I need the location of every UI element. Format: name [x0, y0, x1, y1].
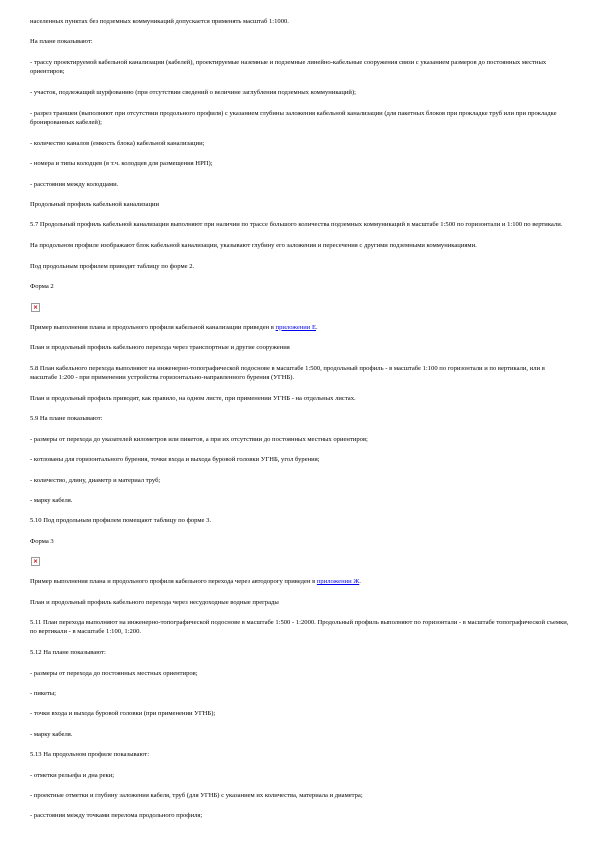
list-item-pit-section: - участок, подлежащий шурфованию (при отсутствии сведений о величине заглубления подземных коммуникаций);	[30, 89, 356, 97]
example-zh-text: Пример выполнения плана и продольного профиля кабельного перехода через автодорогу приведен в	[30, 578, 317, 586]
example-e-end: .	[316, 323, 318, 331]
paragraph-5-7: 5.7 Продольный профиль кабельной канализации выполняют при наличии по трассе большого количества подземных коммуникаций в масштабе 1:500 по горизонтали и 1:100 по вертикали.	[30, 221, 563, 229]
paragraph-5-12: 5.12 На плане показывают:	[30, 649, 106, 657]
section-heading-transport-crossing: План и продольный профиль кабельного перехода через транспортные и другие сооружения	[30, 344, 290, 352]
list-item-distances-to-markers: - размеры от перехода до указателей километров или пикетов, а при их отсутствии до постоянных местных ориентиров;	[30, 435, 368, 443]
list-item-trench-section: - разрез траншеи (выполняют при отсутствии продольного профиля) с указанием глубины заложения кабельной канализации (для пакетных блоков при прокладке труб или при прокладке бронированных кабелей);	[30, 109, 557, 127]
paragraph-plan-shows-heading: На плане показывают:	[30, 38, 93, 46]
document-body	[30, 17, 572, 832]
list-item-pickets: - пикеты;	[30, 690, 57, 698]
section-heading-water-crossing: План и продольный профиль кабельного перехода через несудоходные водные преграды	[30, 598, 279, 606]
paragraph-example-appendix-e	[30, 323, 572, 333]
paragraph-profile-content: На продольном профиле изображают блок кабельной канализации, указывают глубину его заложения и пересечения с другими подземными коммуникациями.	[30, 242, 477, 250]
broken-image-icon	[31, 557, 40, 566]
example-zh-end: .	[359, 578, 361, 586]
paragraph-form-2-ref: Под продольным профилем приводят таблицу по форме 2.	[30, 263, 195, 271]
paragraph-5-11: 5.11 План перехода выполняют на инженерно-топографической подоснове в масштабе 1:500 - 1:2000. Продольный профиль выполняют по горизонтали - в масштабе топографической съемки, по вертикали - в масштабе 1:100, 1:200.	[30, 618, 569, 636]
list-item-relief-marks: - отметки рельефа и дна реки;	[30, 771, 115, 779]
appendix-zh-link[interactable]: приложении Ж	[316, 578, 360, 586]
list-item-design-marks: - проектные отметки и глубину заложения кабеля, труб (для УГНБ) с указанием их количества, материала и диаметра;	[30, 792, 363, 799]
section-heading-longitudinal-profile: Продольный профиль кабельной канализации	[30, 201, 160, 209]
paragraph-scale-note: населенных пунктах без подземных коммуникаций допускается применять масштаб 1:1000.	[30, 18, 289, 25]
list-item-route: - трассу проектируемой кабельной канализации (кабелей), проектируемые наземные и подземные линейно-кабельные сооружения связи с указанием размеров до постоянных местных ориентиров;	[30, 58, 547, 76]
example-e-text: Пример выполнения плана и продольного профиля кабельной канализации приведен в	[30, 323, 276, 331]
red-x-icon: ×	[32, 303, 39, 311]
paragraph-5-13: 5.13 На продольном профиле показывают:	[30, 751, 150, 759]
list-item-duct-count: - количество каналов (емкость блока) кабельной канализации;	[30, 139, 205, 147]
red-x-icon: ×	[32, 558, 39, 566]
list-item-distances-to-landmarks: - размеры от перехода до постоянных местных ориентиров;	[30, 669, 198, 677]
broken-image-icon	[31, 303, 40, 312]
list-item-pipes: - количество, длину, диаметр и материал труб;	[30, 476, 161, 484]
list-item-cable-brand: - марку кабеля.	[30, 496, 73, 504]
paragraph-5-10: 5.10 Под продольным профилем помещают таблицу по форме 3.	[30, 517, 212, 525]
form-3-label: Форма 3	[30, 537, 54, 545]
list-item-cable-brand-2: - марку кабеля.	[30, 730, 73, 738]
paragraph-5-9: 5.9 На плане показывают:	[30, 415, 103, 423]
list-item-break-point-distances: - расстояния между точками перелома продольного профиля;	[30, 812, 203, 820]
list-item-drilling-pits: - котлованы для горизонтального бурения, точки входа и выхода буровой головки УГНБ, угол бурения;	[30, 456, 320, 464]
form-2-label: Форма 2	[30, 283, 54, 291]
paragraph-example-appendix-zh	[30, 577, 572, 587]
list-item-manhole-distances: - расстояния между колодцами.	[30, 180, 119, 188]
paragraph-5-8: 5.8 План кабельного перехода выполняют на инженерно-топографической подоснове в масштабе 1:500, продольный профиль - в масштабе 1:100 по горизонтали и по вертикали, или в масштабе 1:200 - при применении устройства горизонтально-направленного бурения (УГНБ).	[30, 364, 545, 382]
paragraph-plan-profile-sheet: План и продольный профиль приводят, как правило, на одном листе, при применении УГНБ - на отдельных листах.	[30, 394, 356, 402]
appendix-e-link[interactable]: приложении Е	[275, 323, 317, 331]
list-item-manhole-numbers: - номера и типы колодцев (в т.ч. колодцев для размещения НРП);	[30, 160, 213, 168]
list-item-entry-exit-points: - точки входа и выхода буровой головки (при применении УГНБ);	[30, 710, 216, 718]
